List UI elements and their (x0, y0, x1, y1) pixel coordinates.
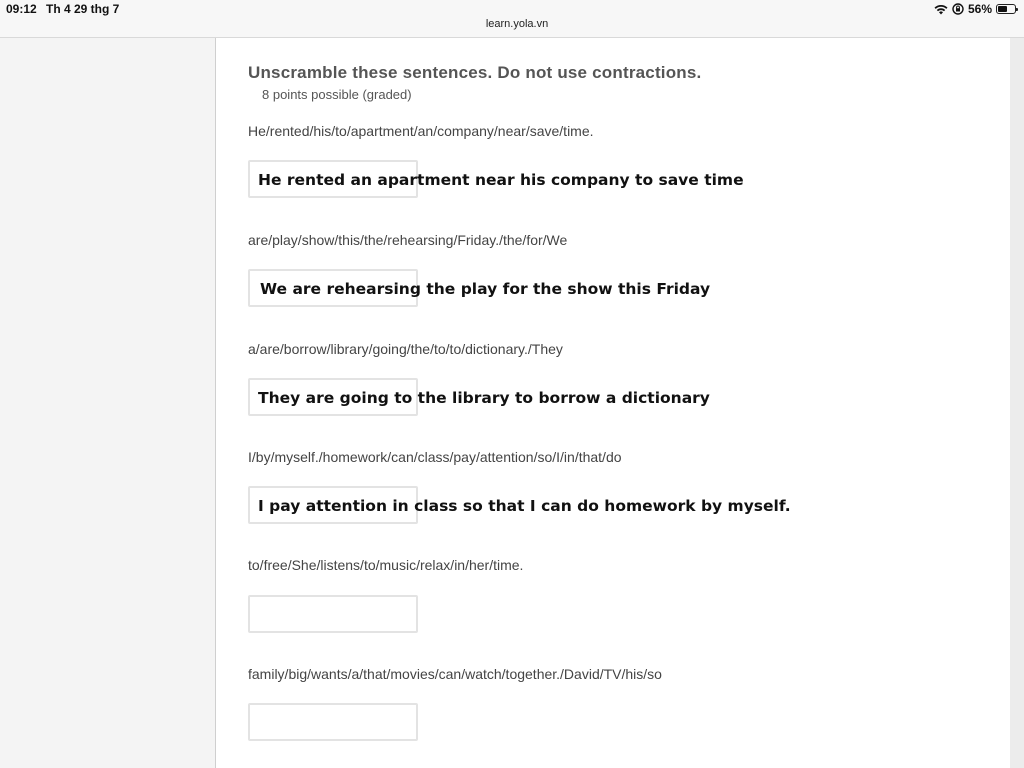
status-bar (0, 0, 1024, 38)
prompt-3: a/are/borrow/library/going/the/to/to/dictionary./They (248, 341, 563, 357)
address-bar-url[interactable]: learn.yola.vn (485, 18, 549, 30)
prompt-4: I/by/myself./homework/can/class/pay/attention/so/I/in/that/do (248, 449, 622, 465)
prompt-6: family/big/wants/a/that/movies/can/watch/together./David/TV/his/so (248, 666, 662, 682)
status-icons (934, 2, 1016, 16)
wifi-icon (934, 4, 948, 15)
prompt-2: are/play/show/this/the/rehearsing/Friday./the/for/We (248, 232, 568, 248)
orientation-lock-icon (952, 3, 964, 15)
answer-text-2: We are rehearsing the play for the show this Friday (260, 280, 711, 298)
answer-text-3: They are going to the library to borrow a dictionary (258, 389, 710, 407)
battery-icon (996, 4, 1016, 14)
answer-text-1: He rented an apartment near his company to save time (258, 171, 744, 189)
prompt-5: to/free/She/listens/to/music/relax/in/her/time. (248, 557, 524, 573)
answer-input-1[interactable] (248, 160, 744, 198)
answer-text-4: I pay attention in class so that I can do homework by myself. (258, 497, 791, 515)
answer-input-6[interactable] (248, 703, 418, 741)
quiz-panel (216, 38, 1010, 768)
status-date: Th 4 29 thg 7 (46, 2, 120, 16)
battery-level (998, 6, 1007, 12)
question-title: Unscramble these sentences. Do not use contractions. (248, 63, 702, 82)
battery-percent: 56% (967, 2, 992, 16)
status-time: 09:12 (6, 2, 37, 16)
answer-input-5[interactable] (248, 595, 418, 633)
right-gutter (1010, 38, 1024, 768)
left-gutter (0, 38, 216, 768)
answer-input-4[interactable] (248, 486, 791, 524)
points-possible: 8 points possible (graded) (262, 87, 412, 102)
answer-input-3[interactable] (248, 378, 710, 416)
answer-input-2[interactable] (248, 269, 711, 307)
prompt-1: He/rented/his/to/apartment/an/company/near/save/time. (248, 123, 594, 139)
